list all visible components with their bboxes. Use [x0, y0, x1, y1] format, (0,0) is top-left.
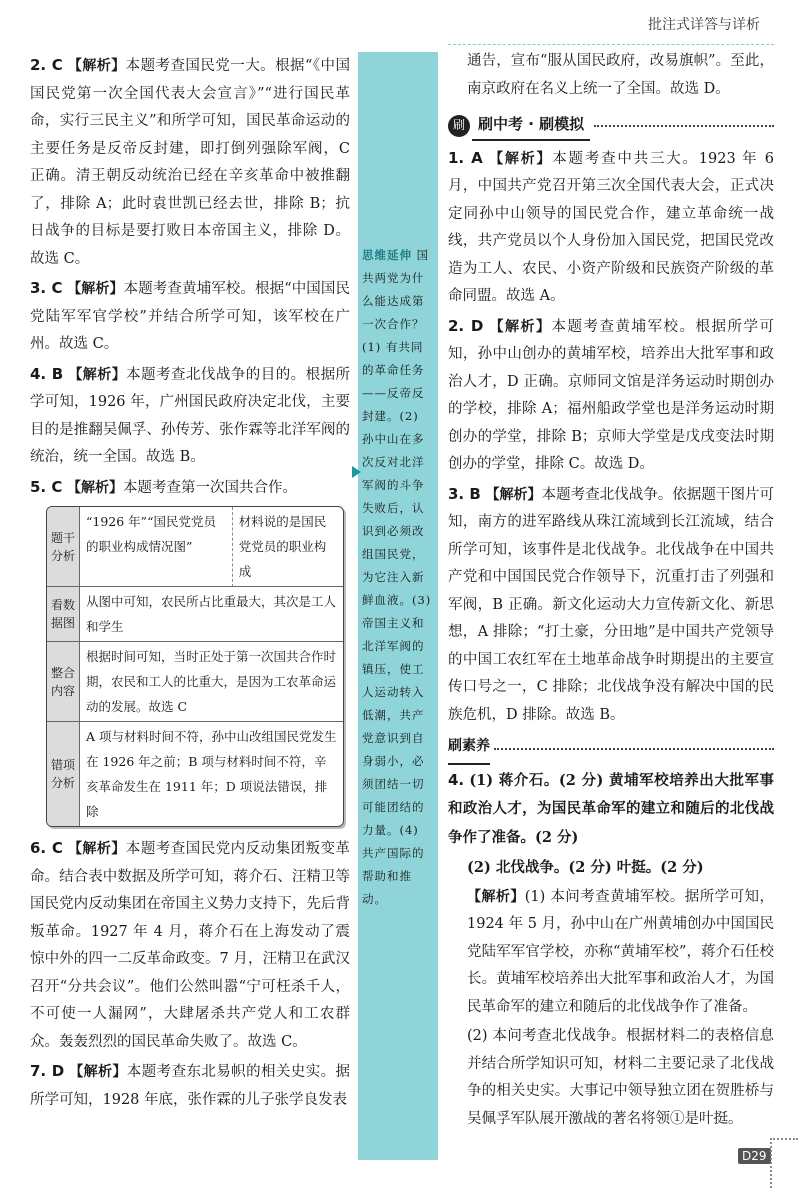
question-number: 4. — [448, 770, 465, 789]
question-text: 本题考查国民党一大。根据“《中国国民党第一次全国代表大会宣言》”“进行国民革命，实行三民主义”和所学可知，国民革命运动的主要任务是反帝反封建，即打倒列强除军阀，C 正确。清王朝反动统治已经在辛亥革命中被推翻了，排除 A；此时袁世凯已经去世，排除 B；抗日战争的目标是要打败日本帝国主义，排除 D。故选 C。 — [30, 58, 350, 267]
question-text: 本题考查黄埔军校。根据“中国国民党陆军军官学校”并结合所学可知，该军校在广州。故选 C。 — [30, 281, 351, 352]
analysis-tag: 【解析】 — [68, 366, 127, 383]
analysis-tag: 【解析】 — [69, 1064, 127, 1080]
section-divider — [494, 748, 774, 750]
answer-part-1: (1) 蒋介石。(2 分) 黄埔军校培养出大批军事和政治人才，为国民革命军的建立和随后的北伐战争作了准备。(2 分) — [448, 771, 775, 846]
question-number: 1. A — [448, 148, 483, 167]
answer-part-2: (2) 北伐战争。(2 分) 叶挺。(2 分) — [467, 859, 704, 876]
question-text: 本题考查黄埔军校。根据所学可知，孙中山创办的黄埔军校，培养出大批军事和政治人才，D 正确。京师同文馆是洋务运动时期创办的学校，排除 A；福州船政学堂也是洋务运动时期创办的学堂，排除 B；京师大学堂是戊戌变法时期创办的学堂，排除 C。故选 D。 — [448, 318, 775, 472]
question-number: 3. C — [30, 279, 63, 297]
question-number: 7. D — [30, 1062, 65, 1080]
question-number: 6. C — [30, 839, 63, 857]
analysis-tag: 【解析】 — [66, 479, 123, 496]
question-5 — [30, 474, 350, 503]
analysis-tag: 【解析】 — [485, 486, 542, 503]
question-4 — [448, 767, 774, 853]
question-3 — [30, 275, 350, 359]
left-column — [30, 52, 350, 1114]
question-text: 本题考查东北易帜的相关史实。据所学可知，1928 年底，张作霖的儿子张学良发表 — [30, 1064, 351, 1108]
row-header: 看数据图 — [47, 587, 80, 642]
analysis-tag: 【解析】 — [489, 318, 552, 335]
thinking-extension — [362, 244, 434, 911]
brush-icon: 刷 — [448, 115, 470, 137]
table-cell: A 项与材料时间不符，孙中山改组国民党发生在 1926 年之前；B 项与材料时间不符，辛亥革命发生在 1911 年；D 项说法错误，排除 — [86, 729, 337, 819]
question-1 — [448, 145, 774, 311]
table-cell: “1926 年”“国民党党员的职业构成情况图” — [80, 507, 233, 587]
table-cell: 从图中可知，农民所占比重最大，其次是工人和学生 — [80, 587, 343, 642]
table-row — [47, 587, 343, 642]
analysis-part-2: (2) 本问考查北伐战争。根据材料二的表格信息并结合所学知识可知，材料二主要记录了北伐战争的相关史实。大事记中领导独立团在贺胜桥与吴佩孚军队展开激战的著名将领①是叶挺。 — [467, 1028, 774, 1127]
table-row — [47, 507, 343, 587]
question-number: 4. B — [30, 364, 64, 383]
question-2 — [30, 52, 350, 273]
question-text: 本题考查北伐战争的目的。根据所学可知，1926 年，广州国民政府决定北伐，主要目的是推翻吴佩孚、孙传芳、张作霖等北洋军阀的统治，统一全国。故选 B。 — [30, 366, 351, 465]
section-title: 刷中考 · 刷模拟 — [472, 111, 590, 141]
strip-pointer-icon — [352, 466, 361, 478]
header-title: 批注式详答与详析 — [648, 17, 760, 33]
row-header: 整合内容 — [47, 642, 80, 722]
table-row — [47, 722, 343, 826]
question-number: 2. C — [30, 56, 63, 74]
question-number: 3. B — [448, 484, 481, 503]
question-6 — [30, 835, 350, 1056]
table-cell: 材料说的是国民党党员的职业构成 — [233, 507, 343, 587]
strip-text: 国共两党为什么能达成第一次合作？(1) 有共同的革命任务——反帝反封建。(2) 孙中山在多次反对北洋军阀的斗争失败后，认识到必须改组国民党，为它注入新鲜血液。(3) 帝国主义和北洋军阀的镇压，使工人运动转入低潮，共产党意识到自身弱小，必须团结一切可能团结的力量。(4) 共产国际的帮助和推动。 — [362, 248, 432, 906]
question-2 — [448, 313, 774, 479]
question-number: 5. C — [30, 477, 63, 496]
question-number: 2. D — [448, 316, 484, 335]
question-7 — [30, 1058, 350, 1114]
page-number: D29 — [738, 1148, 771, 1164]
analysis-tag: 【解析】 — [67, 58, 126, 74]
analysis-tag: 【解析】 — [67, 281, 124, 297]
header-divider — [448, 44, 774, 45]
question-text: 本题考查国民党内反动集团叛变革命。结合表中数据及所学可知，蒋介石、汪精卫等国民党内反动集团在帝国主义势力支持下，先后背叛革命。1927 年 4 月，蒋介石在上海发动了震惊中外的四一二反革命政变。7 月，汪精卫在武汉召开“分共会议”。他们公然叫嚣“宁可枉杀千人，不可使一人漏网”，大肆屠杀共产党人和工农群众。轰轰烈烈的国民革命失败了。故选 C。 — [30, 841, 351, 1050]
strip-title: 思维延伸 — [362, 248, 412, 262]
section-divider — [594, 125, 774, 127]
table-cell: 根据时间可知，当时正处于第一次国共合作时期，农民和工人的比重大，是因为工农革命运动的发展。故选 C — [80, 642, 343, 722]
row-header: 题干分析 — [47, 507, 80, 587]
table-row — [47, 642, 343, 722]
section-header-mock — [448, 111, 774, 141]
analysis-tag: 【解析】 — [67, 841, 126, 857]
corner-decoration — [770, 1138, 798, 1188]
question-text: 本题考查中共三大。1923 年 6 月，中国共产党召开第三次全国代表大会，正式决定同孙中山领导的国民党合作，建立革命统一战线，共产党员以个人身份加入国民党，把国民党改造为工人、农民、小资产阶级和民族资产阶级的革命同盟。故选 A。 — [448, 150, 774, 304]
section-header-literacy — [448, 733, 774, 765]
question-text: 本题考查北伐战争。依据题干图片可知，南方的进军路线从珠江流域到长江流域，结合所学可知，该事件是北伐战争。北伐战争在中国共产党和中国国民党合作领导下，沉重打击了列强和军阀，B 正确。新文化运动大力宣传新文化、新思想，A 排除；“打土豪，分田地”是中国共产党领导的中国工农红军在土地革命战争时期提出的主要宣传口号之一，C 排除；北伐战争没有解决中国的民族危机，D 排除。故选 B。 — [448, 486, 775, 723]
analysis-table — [46, 506, 344, 827]
question-4 — [30, 361, 350, 472]
question-text: 本题考查第一次国共合作。 — [122, 479, 297, 496]
section-title: 刷素养 — [448, 733, 490, 765]
row-header: 错项分析 — [47, 722, 80, 826]
analysis-tag: 【解析】 — [467, 888, 525, 905]
question-3 — [448, 481, 774, 730]
right-column — [448, 48, 774, 1133]
analysis-tag: 【解析】 — [489, 150, 553, 167]
analysis-part-1 — [448, 884, 774, 1022]
analysis-text: (1) 本问考查黄埔军校。据所学可知，1924 年 5 月，孙中山在广州黄埔创办中国国民党陆军军官学校，亦称“黄埔军校”，蒋介石任校长。黄埔军校培养出大批军事和政治人才，为国民革命军的建立和随后的北伐战争作了准备。 — [467, 888, 774, 1015]
question-7-continued: 通告，宣布“服从国民政府，改易旗帜”。至此，南京政府在名义上统一了全国。故选 D。 — [467, 53, 774, 97]
